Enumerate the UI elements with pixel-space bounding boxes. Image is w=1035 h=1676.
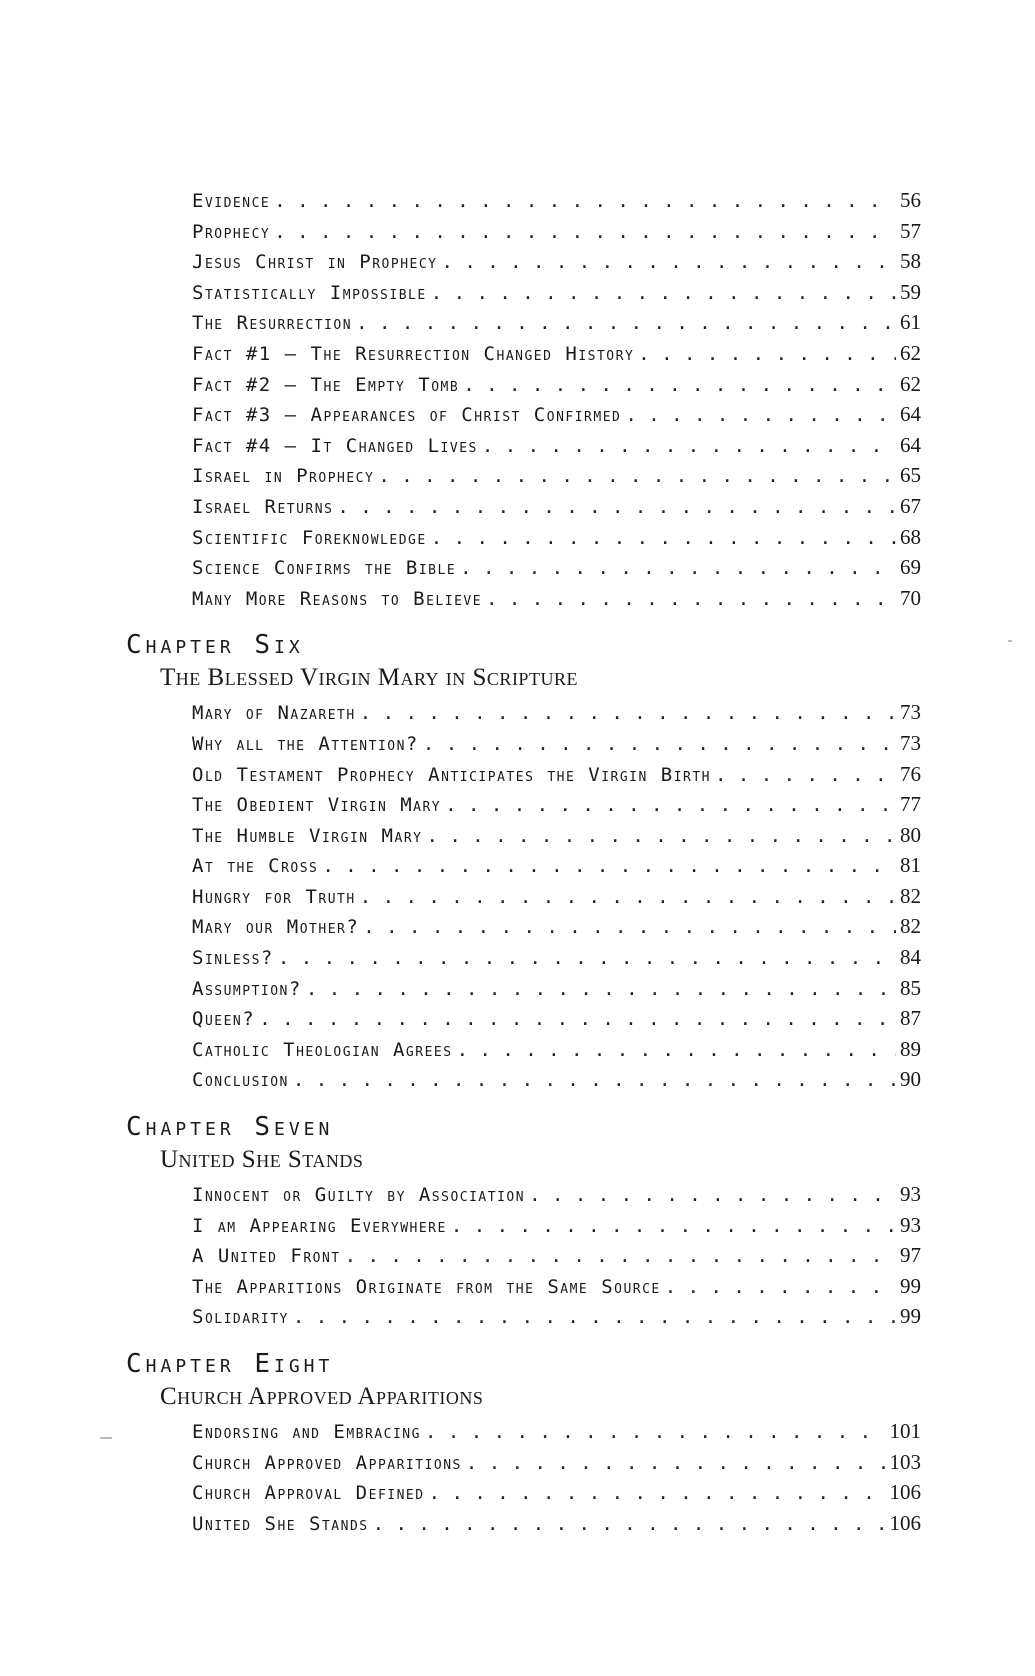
toc-entry[interactable]	[192, 700, 921, 731]
toc-entry-title: Statistically Impossible	[192, 281, 427, 304]
toc-entry[interactable]	[192, 372, 921, 403]
toc-entry-page-number: 57	[900, 218, 921, 243]
dot-leader	[442, 251, 896, 273]
dot-leader	[460, 557, 896, 579]
toc-entry-page-number: 80	[900, 822, 921, 847]
toc-entry-page-number: 65	[900, 463, 921, 488]
toc-entry[interactable]	[192, 1213, 921, 1244]
toc-entry[interactable]	[192, 555, 921, 586]
dot-leader	[322, 855, 896, 877]
dot-leader	[274, 190, 896, 212]
toc-entry[interactable]	[192, 1450, 921, 1481]
toc-entry-title: Science Confirms the Bible	[192, 557, 457, 580]
toc-entry-page-number: 103	[889, 1449, 921, 1474]
dot-leader	[426, 825, 896, 847]
toc-entry[interactable]	[192, 1511, 921, 1542]
toc-entry[interactable]	[192, 1006, 921, 1037]
dot-leader	[360, 886, 896, 908]
toc-entry-page-number: 70	[900, 585, 921, 610]
toc-entry-title: Jesus Christ in Prophecy	[192, 251, 438, 274]
toc-entry-title: Solidarity	[192, 1306, 289, 1329]
dot-leader	[529, 1184, 896, 1206]
toc-entry-title: Mary of Nazareth	[192, 702, 356, 725]
toc-entry[interactable]	[192, 1067, 921, 1098]
toc-entry-title: Fact #3 – Appearances of Christ Confirmed	[192, 404, 622, 427]
toc-entry-title: Fact #2 – The Empty Tomb	[192, 373, 460, 396]
toc-entry-page-number: 85	[900, 975, 921, 1000]
toc-entry-title: Mary our Mother?	[192, 916, 360, 939]
dot-leader	[486, 588, 896, 610]
chapter-subtitle: The Blessed Virgin Mary in Scripture	[160, 664, 578, 692]
dot-leader	[373, 1513, 886, 1535]
toc-entry-page-number: 62	[900, 371, 921, 396]
dot-leader	[451, 1215, 896, 1237]
toc-entry-title: Evidence	[192, 190, 271, 212]
toc-entry-title: Conclusion	[192, 1069, 289, 1092]
dot-leader	[425, 1421, 886, 1443]
toc-entry-page-number: 106	[889, 1510, 921, 1535]
toc-entry-page-number: 82	[900, 914, 921, 939]
toc-entry[interactable]	[192, 1037, 921, 1068]
toc-entry[interactable]	[192, 1304, 921, 1335]
dot-leader	[638, 343, 896, 365]
toc-entry-page-number: 87	[900, 1006, 921, 1031]
toc-entry[interactable]	[192, 280, 921, 311]
toc-entry-title: Fact #4 – It Changed Lives	[192, 434, 478, 457]
toc-entry[interactable]	[192, 1182, 921, 1213]
toc-entry-title: Assumption?	[192, 977, 302, 1000]
toc-entry[interactable]	[192, 188, 921, 219]
dot-leader	[463, 374, 896, 396]
toc-entry[interactable]	[192, 762, 921, 793]
toc-entry[interactable]	[192, 494, 921, 525]
toc-entry-title: Israel Returns	[192, 495, 334, 518]
toc-entry-page-number: 99	[900, 1273, 921, 1298]
toc-entry-title: The Obedient Virgin Mary	[192, 794, 442, 817]
toc-entry-page-number: 82	[900, 883, 921, 908]
dot-leader	[278, 947, 896, 969]
toc-entry[interactable]	[192, 1274, 921, 1305]
toc-entry[interactable]	[192, 853, 921, 884]
toc-entry[interactable]	[192, 945, 921, 976]
toc-entry-page-number: 97	[900, 1243, 921, 1268]
toc-entry-page-number: 73	[900, 730, 921, 755]
toc-entry-title: At the Cross	[192, 855, 319, 878]
chapter-subtitle: Church Approved Apparitions	[160, 1383, 484, 1410]
toc-entry-page-number: 99	[900, 1304, 921, 1329]
dot-leader	[429, 1482, 886, 1504]
dot-leader	[293, 1306, 896, 1328]
toc-entry-title: Prophecy	[192, 220, 271, 243]
dot-leader	[356, 312, 896, 334]
toc-entry-title: Church Approval Defined	[192, 1482, 425, 1505]
toc-entry-page-number: 77	[900, 792, 921, 817]
toc-entry-page-number: 59	[900, 279, 921, 304]
toc-entry-page-number: 64	[900, 402, 921, 427]
toc-entry[interactable]	[192, 310, 921, 341]
dot-leader	[274, 221, 896, 243]
dot-leader	[466, 1452, 886, 1474]
toc-entry[interactable]	[192, 402, 921, 433]
toc-entry[interactable]	[192, 1243, 921, 1274]
toc-entry-title: Old Testament Prophecy Anticipates the Virgin Birth	[192, 763, 712, 786]
toc-entry[interactable]	[192, 884, 921, 915]
chapter-subtitle: United She Stands	[160, 1146, 364, 1174]
dot-leader	[306, 978, 896, 1000]
toc-entry-title: I am Appearing Everywhere	[192, 1214, 447, 1237]
toc-entry-title: Sinless?	[192, 947, 274, 970]
dot-leader	[293, 1069, 896, 1091]
dot-leader	[337, 496, 896, 518]
table-of-contents	[126, 188, 921, 1541]
toc-entry-title: Scientific Foreknowledge	[192, 526, 427, 549]
dot-leader	[259, 1008, 896, 1030]
toc-entry-page-number: 90	[900, 1067, 921, 1092]
toc-entry-page-number: 84	[900, 945, 921, 970]
toc-entry-title: The Apparitions Originate from the Same Source	[192, 1275, 661, 1298]
toc-entry-page-number: 61	[900, 310, 921, 335]
toc-entry-page-number: 68	[900, 524, 921, 549]
toc-entry[interactable]	[192, 433, 921, 464]
chapter-heading: Chapter Eight	[126, 1349, 334, 1379]
toc-entry[interactable]	[192, 1419, 921, 1450]
toc-entry[interactable]	[192, 731, 921, 762]
toc-entry-page-number: 73	[900, 700, 921, 725]
scan-mark	[100, 1437, 112, 1439]
dot-leader	[445, 794, 896, 816]
dot-leader	[345, 1245, 896, 1267]
toc-entry-page-number: 81	[900, 853, 921, 878]
toc-entry-page-number: 93	[900, 1212, 921, 1237]
dot-leader	[665, 1276, 896, 1298]
toc-entry-page-number: 93	[900, 1182, 921, 1207]
toc-entry[interactable]	[192, 249, 921, 280]
toc-entry[interactable]	[192, 976, 921, 1007]
chapter-heading: Chapter Six	[126, 630, 304, 661]
chapter-heading: Chapter Seven	[126, 1112, 334, 1143]
toc-entry-page-number: 101	[889, 1419, 921, 1443]
toc-entry-title: A United Front	[192, 1245, 341, 1268]
toc-entry-page-number: 56	[900, 188, 921, 212]
toc-entry-page-number: 106	[889, 1480, 921, 1505]
toc-entry[interactable]	[192, 525, 921, 556]
toc-entry[interactable]	[192, 914, 921, 945]
toc-entry-title: Hungry for Truth	[192, 885, 356, 908]
scan-mark	[1008, 640, 1012, 642]
toc-entry-title: Queen?	[192, 1008, 256, 1031]
toc-entry[interactable]	[192, 586, 921, 617]
dot-leader	[457, 1039, 896, 1061]
toc-entry-title: Endorsing and Embracing	[192, 1421, 421, 1443]
toc-entry[interactable]	[192, 463, 921, 494]
toc-entry-title: Fact #1 – The Resurrection Changed History	[192, 342, 635, 365]
toc-entry-page-number: 89	[900, 1036, 921, 1061]
toc-entry[interactable]	[192, 1480, 921, 1511]
toc-entry-title: Many More Reasons to Believe	[192, 587, 483, 610]
toc-entry[interactable]	[192, 341, 921, 372]
toc-entry-page-number: 64	[900, 432, 921, 457]
dot-leader	[378, 465, 896, 487]
dot-leader	[431, 282, 896, 304]
dot-leader	[431, 527, 896, 549]
toc-entry-title: Israel in Prophecy	[192, 465, 375, 488]
toc-entry[interactable]	[192, 823, 921, 854]
toc-entry-page-number: 76	[900, 761, 921, 786]
toc-entry-title: Why all the Attention?	[192, 732, 419, 755]
dot-leader	[715, 764, 896, 786]
dot-leader	[423, 733, 896, 755]
toc-entry-page-number: 69	[900, 555, 921, 580]
dot-leader	[625, 404, 896, 426]
toc-entry-title: The Humble Virgin Mary	[192, 824, 423, 847]
toc-entry[interactable]	[192, 792, 921, 823]
toc-entry-page-number: 67	[900, 493, 921, 518]
toc-entry-page-number: 58	[900, 249, 921, 274]
toc-entry-title: Catholic Theologian Agrees	[192, 1038, 453, 1061]
dot-leader	[360, 702, 896, 724]
toc-entry-title: United She Stands	[192, 1512, 369, 1535]
toc-entry-title: Church Approved Apparitions	[192, 1451, 462, 1474]
toc-entry-title: The Resurrection	[192, 312, 353, 335]
dot-leader	[363, 916, 896, 938]
toc-entry-page-number: 62	[900, 340, 921, 365]
toc-entry-title: Innocent or Guilty by Association	[192, 1184, 526, 1207]
toc-entry[interactable]	[192, 219, 921, 250]
dot-leader	[482, 435, 896, 457]
